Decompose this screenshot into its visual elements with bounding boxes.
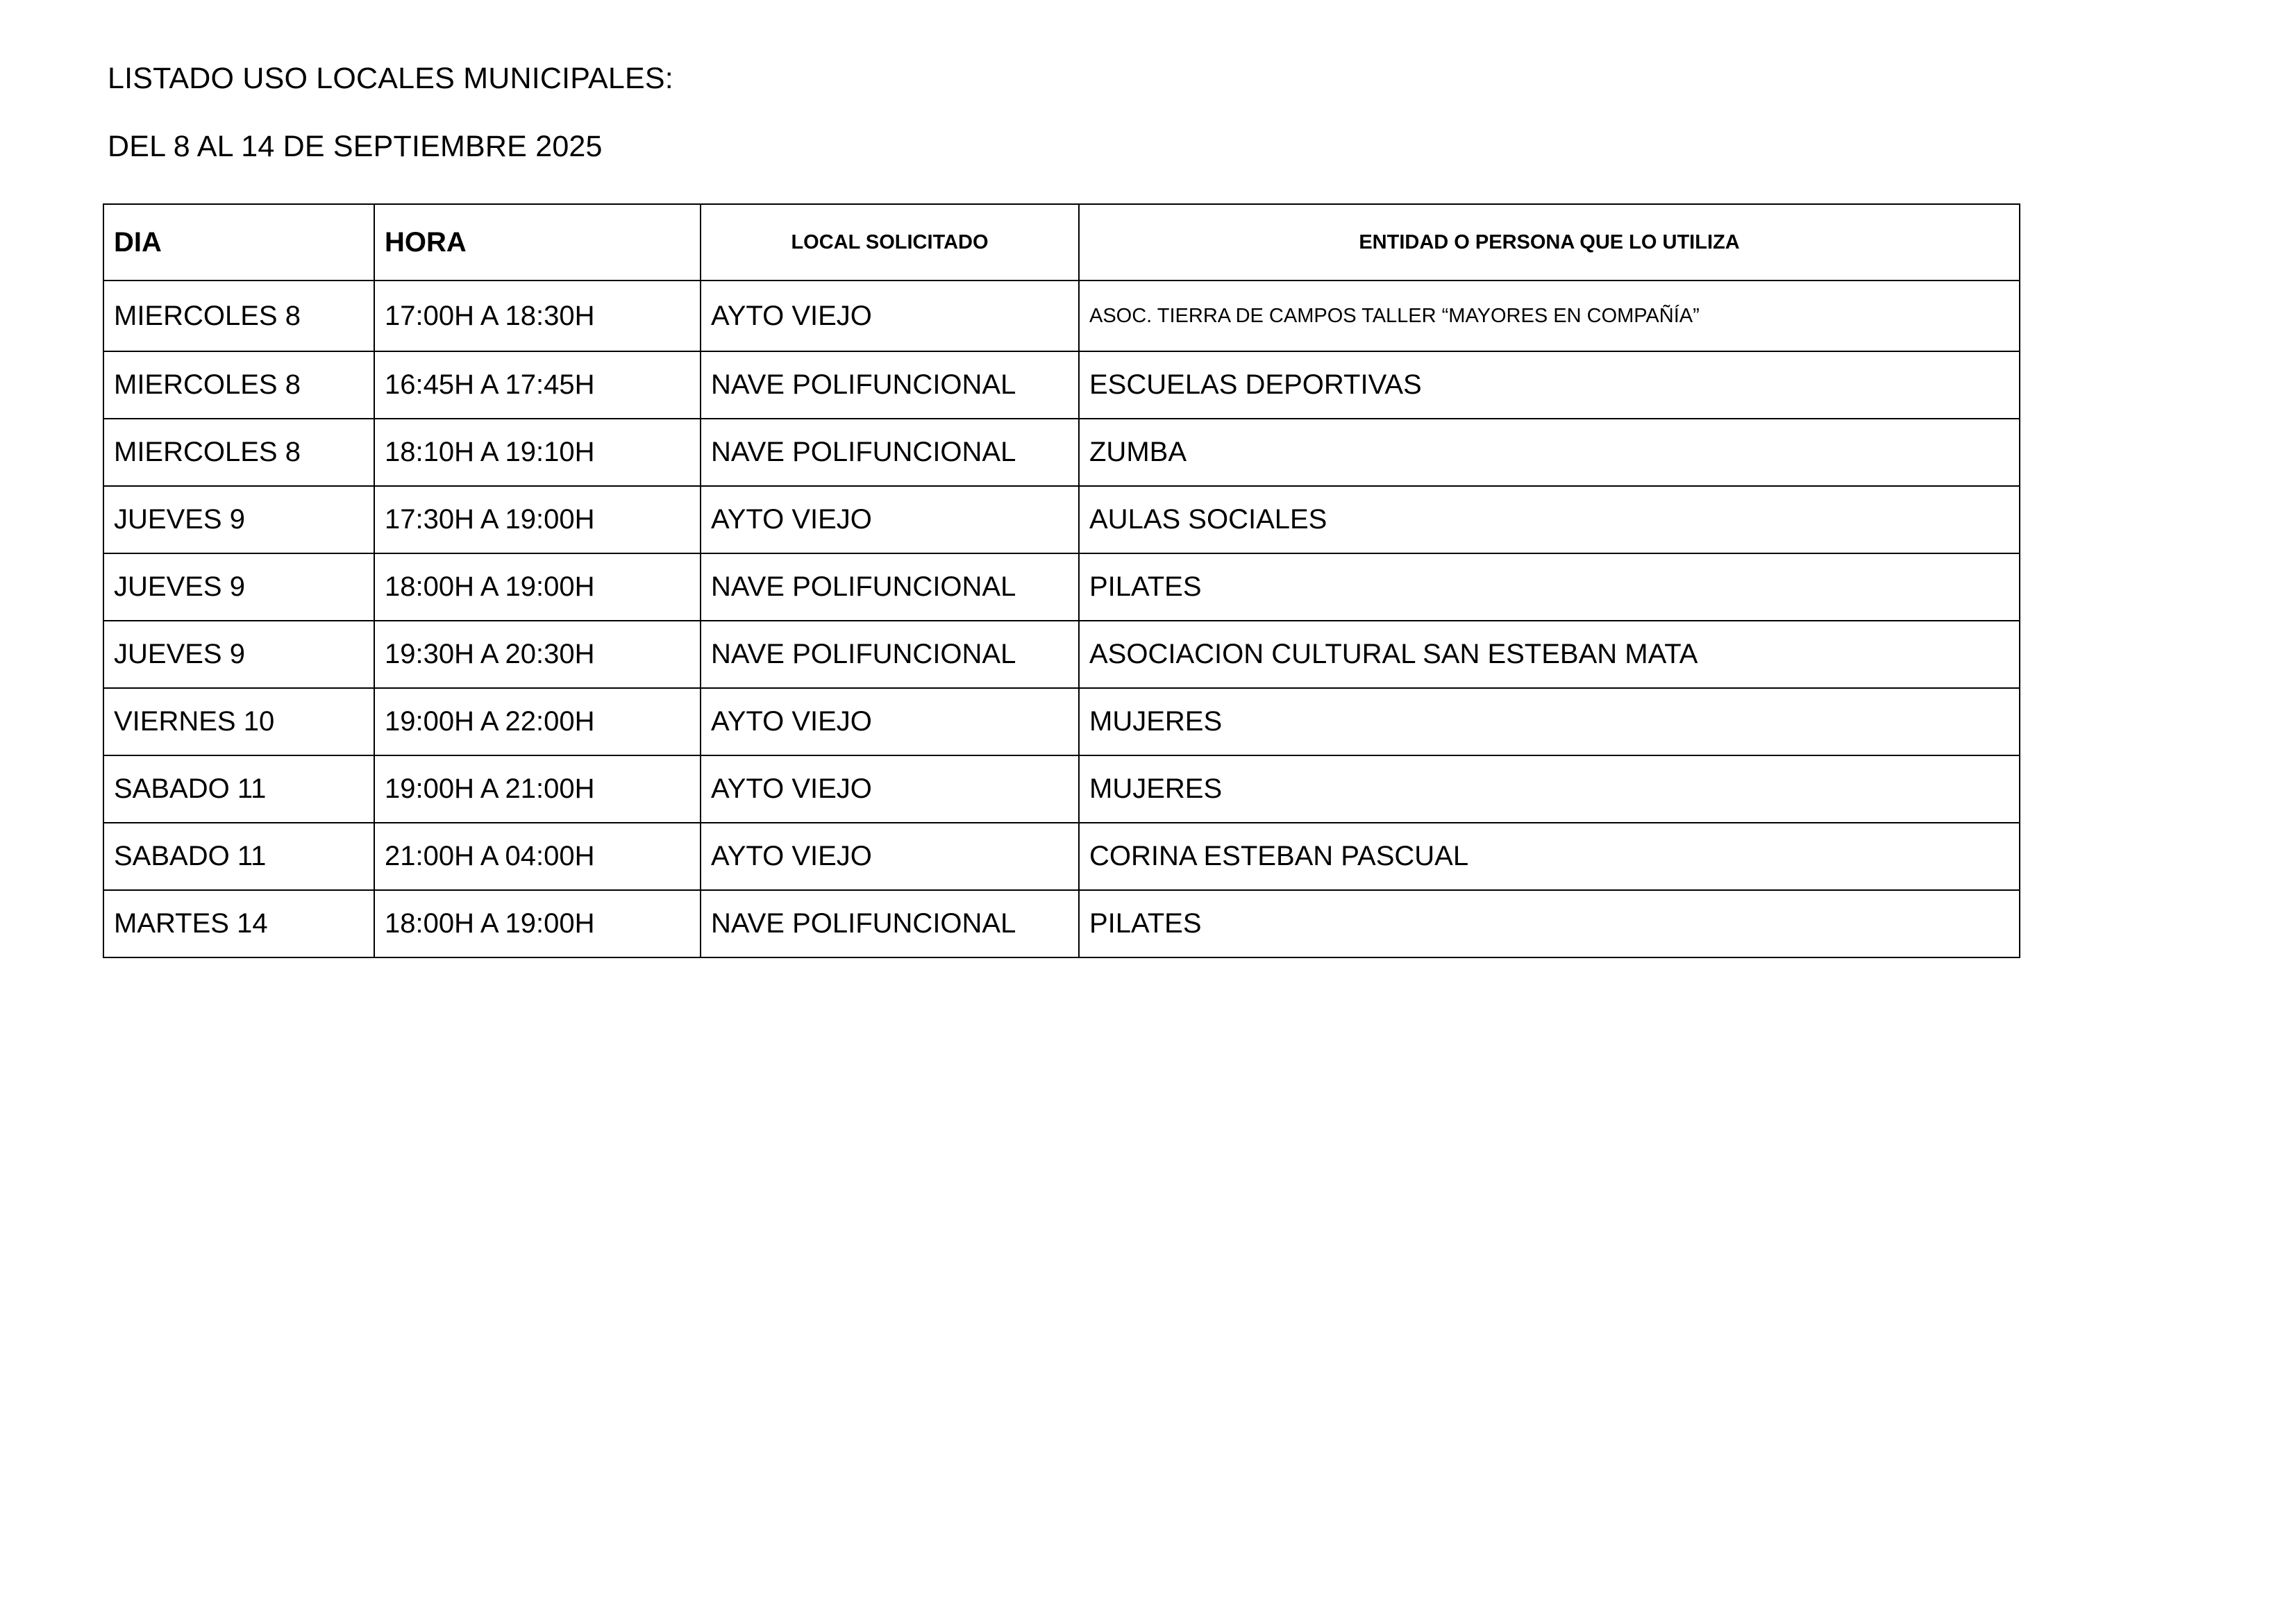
cell-dia: JUEVES 9 [103, 621, 374, 688]
cell-entidad: PILATES [1079, 553, 2020, 621]
cell-hora: 16:45H A 17:45H [374, 351, 701, 419]
column-header-local: LOCAL SOLICITADO [701, 204, 1079, 281]
cell-hora: 18:00H A 19:00H [374, 890, 701, 957]
table-row [103, 890, 2020, 957]
cell-entidad: PILATES [1079, 890, 2020, 957]
cell-hora: 19:00H A 22:00H [374, 688, 701, 755]
cell-local: AYTO VIEJO [701, 823, 1079, 890]
cell-local: NAVE POLIFUNCIONAL [701, 351, 1079, 419]
table-row [103, 281, 2020, 351]
cell-hora: 17:30H A 19:00H [374, 486, 701, 553]
table-row [103, 823, 2020, 890]
cell-dia: MIERCOLES 8 [103, 351, 374, 419]
column-header-hora: HORA [374, 204, 701, 281]
cell-hora: 18:10H A 19:10H [374, 419, 701, 486]
table-row [103, 688, 2020, 755]
cell-local: NAVE POLIFUNCIONAL [701, 419, 1079, 486]
cell-local: AYTO VIEJO [701, 281, 1079, 351]
cell-hora: 19:30H A 20:30H [374, 621, 701, 688]
table-row [103, 755, 2020, 823]
cell-local: NAVE POLIFUNCIONAL [701, 553, 1079, 621]
cell-entidad: CORINA ESTEBAN PASCUAL [1079, 823, 2020, 890]
cell-entidad: ASOCIACION CULTURAL SAN ESTEBAN MATA [1079, 621, 2020, 688]
cell-entidad: ASOC. TIERRA DE CAMPOS TALLER “MAYORES EN COMPAÑÍA” [1079, 281, 2020, 351]
table-row [103, 419, 2020, 486]
page-subtitle: DEL 8 AL 14 DE SEPTIEMBRE 2025 [108, 130, 603, 163]
table-header-row [103, 204, 2020, 281]
schedule-table [103, 203, 2020, 958]
cell-dia: MIERCOLES 8 [103, 281, 374, 351]
cell-dia: SABADO 11 [103, 823, 374, 890]
cell-entidad: ZUMBA [1079, 419, 2020, 486]
cell-dia: SABADO 11 [103, 755, 374, 823]
page-title: LISTADO USO LOCALES MUNICIPALES: [108, 62, 673, 95]
cell-hora: 18:00H A 19:00H [374, 553, 701, 621]
table-row [103, 351, 2020, 419]
cell-local: NAVE POLIFUNCIONAL [701, 890, 1079, 957]
cell-local: AYTO VIEJO [701, 688, 1079, 755]
cell-local: NAVE POLIFUNCIONAL [701, 621, 1079, 688]
cell-dia: MARTES 14 [103, 890, 374, 957]
cell-dia: JUEVES 9 [103, 553, 374, 621]
cell-entidad: MUJERES [1079, 688, 2020, 755]
table-body [103, 281, 2020, 957]
cell-hora: 17:00H A 18:30H [374, 281, 701, 351]
cell-entidad: MUJERES [1079, 755, 2020, 823]
table-row [103, 553, 2020, 621]
cell-local: AYTO VIEJO [701, 755, 1079, 823]
cell-entidad: ESCUELAS DEPORTIVAS [1079, 351, 2020, 419]
column-header-entidad: ENTIDAD O PERSONA QUE LO UTILIZA [1079, 204, 2020, 281]
column-header-dia: DIA [103, 204, 374, 281]
cell-dia: MIERCOLES 8 [103, 419, 374, 486]
table-row [103, 621, 2020, 688]
cell-entidad: AULAS SOCIALES [1079, 486, 2020, 553]
cell-dia: VIERNES 10 [103, 688, 374, 755]
table-row [103, 486, 2020, 553]
cell-local: AYTO VIEJO [701, 486, 1079, 553]
cell-hora: 19:00H A 21:00H [374, 755, 701, 823]
cell-dia: JUEVES 9 [103, 486, 374, 553]
table-header [103, 204, 2020, 281]
cell-hora: 21:00H A 04:00H [374, 823, 701, 890]
